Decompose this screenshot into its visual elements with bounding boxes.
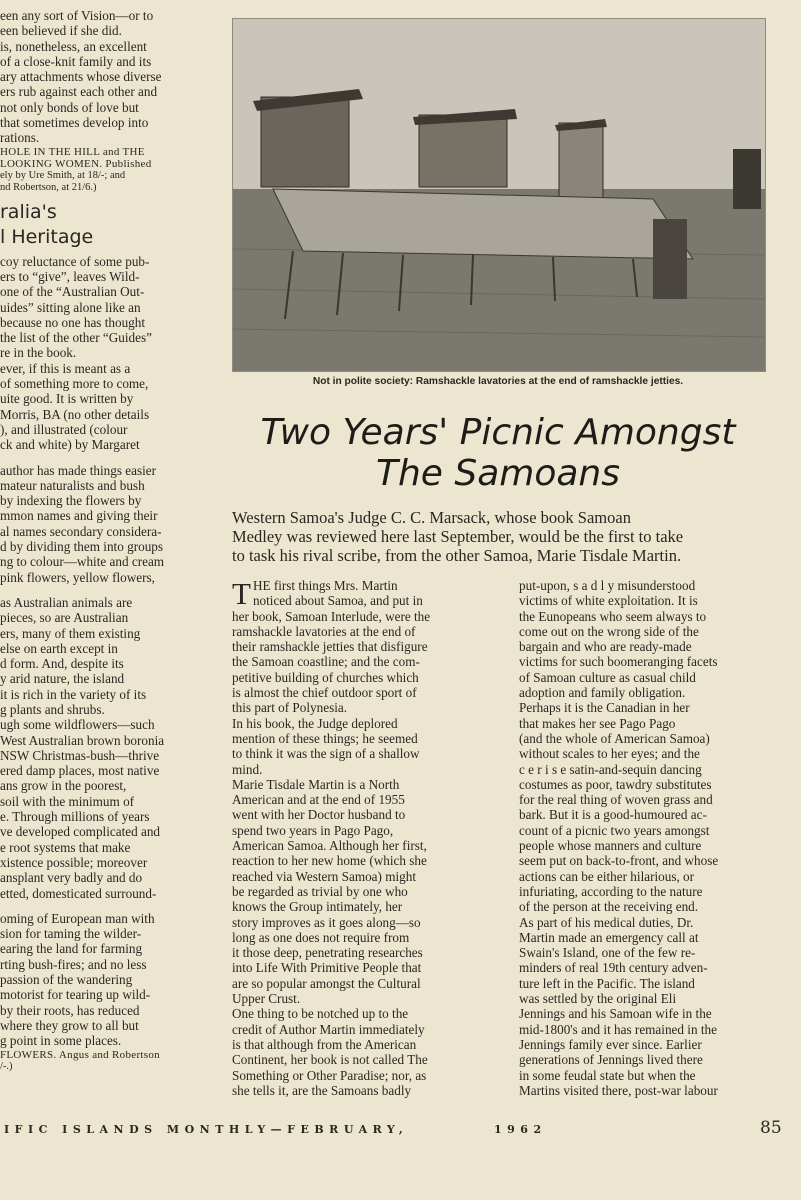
left-mid-paragraph: coy reluctance of some pub- ers to “give”, leaves Wild- one of the “Australian Out- uides” sitting alone like an because no one has thought the list of the other “Guides” re in the book. ever, if this is meant as a of something more to come, uite good. It is written by Morris, BA (no other details ), and illustrated (colour ck and white) by Margaret: [0, 253, 152, 453]
left-author-paragraph: author has made things easier mateur naturalists and bush by indexing the flowers by mmon names and giving their al names secondary considera- d by dividing them into groups ng to colour—white and cream pink flowers, yellow flowers,: [0, 462, 165, 585]
footer-year: 1962: [494, 1123, 547, 1136]
drop-cap: T: [232, 576, 251, 611]
flowers-credit-caption: FLOWERS. Angus and Robertson /-.): [0, 1048, 160, 1072]
page-number: 85: [760, 1118, 782, 1138]
article-standfirst: Western Samoa's Judge C. C. Marsack, whose book Samoan Medley was reviewed here last September, would be the first to take to task his rival scribe, from the other Samoa, Marie Tisdale Martin.: [232, 508, 684, 565]
article-column-2: put-upon, s a d l y misunderstood victims of white exploitation. It is the Eunopeans who seem always to come out on the wrong side of the bargain and who are ready-made victims for such boomeranging facets of Samoan culture as casual child adoption and family obligation. Perhaps it is the Canadian in her that makes her see Pago Pago (and the whole of American Samoa) without scales to her eyes; and the c e r i s e satin-and-sequin dancing costumes as poor, tawdry substitutes for the real thing of woven grass and bark. But it is a good-humoured ac- count of a picnic two years amongst people whose manners and culture seem put on back-to-front, and whose actions can be either hilarious, or infuriating, according to the nature of the person at the receiving end. As part of his medical duties, Dr. Martin made an emergency call at Swain's Island, one of the few re- minders of real 19th century adven- ture left in the Pacific. The island was settled by the original Eli Jennings and his Samoan wife in the mid-1800's and it has remained in the Jennings family ever since. Earlier generations of Jennings lived there in some feudal state but when the Martins visited there, post-war labour: [519, 578, 719, 1098]
footer-masthead: IFIC ISLANDS MONTHLY—FEBRUARY,: [4, 1123, 409, 1136]
left-column: [0, 8, 212, 1073]
left-animals-paragraph: as Australian animals are pieces, so are Australian ers, many of them existing else on earth except in d form. And, despite its y arid nature, the island it is rich in the variety of its g plants and shrubs. ugh some wildflowers—such West Australian brown boronia NSW Christmas-bush—thrive ered damp places, most native ans grow in the poorest, soil with the minimum of e. Through millions of years ve developed complicated and e root systems that make xistence possible; moreover ansplant very badly and do etted, domesticated surround-: [0, 594, 165, 901]
photo-caption: Not in polite society: Ramshackle lavatories at the end of ramshackle jetties.: [312, 376, 684, 387]
left-top-paragraph: een any sort of Vision—or to een believed if she did. is, nonetheless, an excellent of a close-knit family and its ary attachments whose diverse ers rub against each other and not only bonds of love but that sometimes develop into rations.: [0, 8, 162, 146]
page-footer: [0, 1118, 801, 1142]
jetty-lavatories-photo: [232, 18, 766, 372]
left-bottom-paragraph: oming of European man with sion for taming the wilder- earing the land for farming rting bush-fires; and no less passion of the wandering motorist for tearing up wild- by their roots, has reduced where they grow to all but g point in some places.: [0, 910, 155, 1049]
article-column-1: T HE first things Mrs. Martin noticed about Samoa, and put in her book, Samoan Interlude, were the ramshackle lavatories at the end of their ramshackle jetties that disfigure the Samoan coastline; and the com- petitive building of churches which is almost the chief outdoor sport of this part of Polynesia. In his book, the Judge deplored mention of these things; he seemed to think it was the sign of a shallow mind. Marie Tisdale Martin is a North American and at the end of 1955 went with her Doctor husband to spend two years in Pago Pago, American Samoa. Although her first, reaction to her new home (which she reached via Western Samoa) might be regarded as trivial by one who knows the Group intimately, her story improves as it goes along—so long as one does not require from it those deep, penetrating researches into Life With Primitive People that are so popular amongst the Cultural Upper Crust. One thing to be notched up to the credit of Author Martin immediately is that although from the American Continent, her book is not called The Something or Other Paradise; nor, as she tells it, are the Samoans badly: [232, 576, 431, 1098]
section-title: ralia's l Heritage: [0, 200, 94, 248]
photo-illustration: [233, 19, 765, 371]
article-headline: Two Years' Picnic Amongst The Samoans: [260, 412, 736, 494]
book-credit-caption: HOLE IN THE HILL and THE LOOKING WOMEN. Published ely by Ure Smith, at 18/-; and nd Robertson, at 21/6.): [0, 145, 152, 193]
